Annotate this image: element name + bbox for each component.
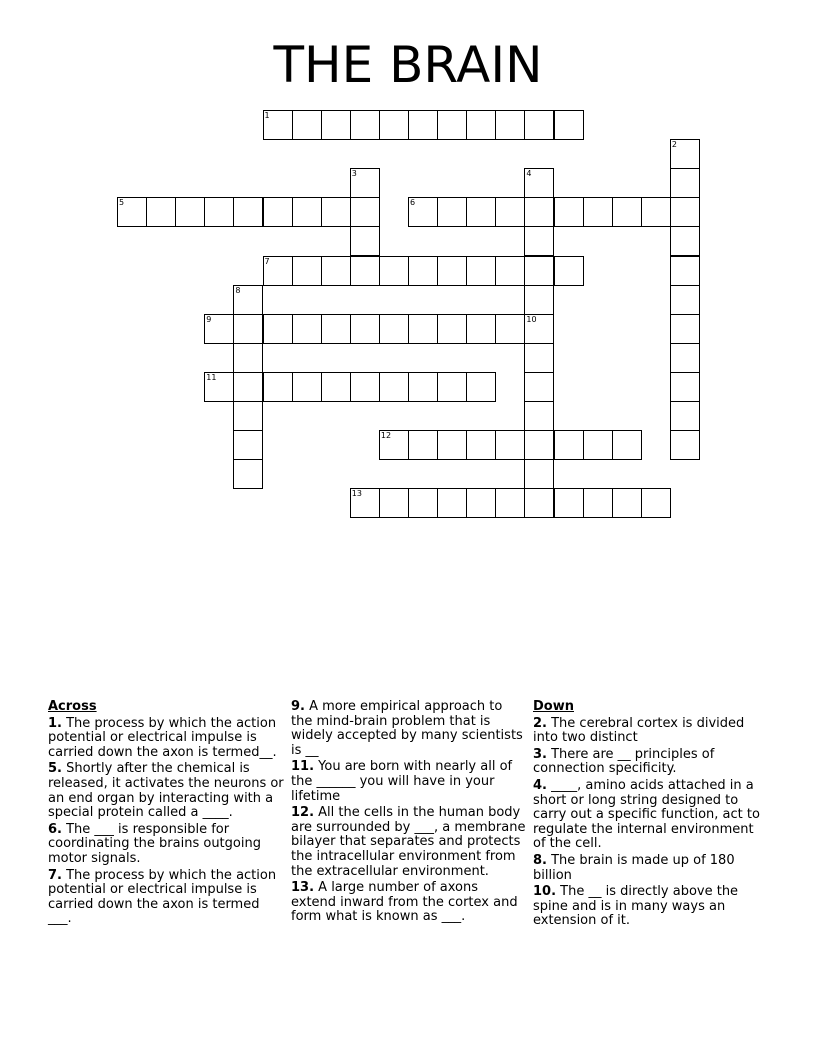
grid-cell[interactable] bbox=[292, 372, 322, 402]
grid-cell[interactable] bbox=[408, 110, 438, 140]
clue-text: The process by which the action potential or electrical impulse is carried down the axon is termed ___. bbox=[48, 867, 277, 927]
grid-cell[interactable] bbox=[408, 372, 438, 402]
grid-cell[interactable] bbox=[263, 110, 293, 140]
clue-text: The process by which the action potential or electrical impulse is carried down the axon is termed__. bbox=[48, 715, 277, 760]
grid-cell[interactable] bbox=[583, 488, 613, 518]
grid-cell[interactable] bbox=[612, 488, 642, 518]
grid-cell[interactable] bbox=[524, 314, 554, 344]
grid-cell[interactable] bbox=[670, 226, 700, 256]
cell-number: 11 bbox=[206, 372, 217, 382]
grid-cell[interactable] bbox=[524, 226, 554, 256]
grid-cell[interactable] bbox=[612, 197, 642, 227]
clue bbox=[533, 717, 769, 746]
grid-cell[interactable] bbox=[408, 430, 438, 460]
clue-number: 1. bbox=[48, 715, 62, 731]
grid-cell[interactable] bbox=[408, 488, 438, 518]
cell-number: 4 bbox=[526, 169, 532, 179]
across-clues-column-1 bbox=[48, 700, 284, 929]
grid-cell[interactable] bbox=[379, 488, 409, 518]
grid-cell[interactable] bbox=[495, 197, 525, 227]
grid-cell[interactable] bbox=[670, 343, 700, 373]
grid-cell[interactable] bbox=[292, 314, 322, 344]
grid-cell[interactable] bbox=[175, 197, 205, 227]
grid-cell[interactable] bbox=[670, 168, 700, 198]
grid-cell[interactable] bbox=[350, 314, 380, 344]
grid-cell[interactable] bbox=[408, 256, 438, 286]
clue bbox=[291, 700, 527, 758]
clue bbox=[533, 854, 769, 883]
grid-cell[interactable] bbox=[495, 110, 525, 140]
puzzle-title: THE BRAIN bbox=[273, 36, 543, 94]
grid-cell[interactable] bbox=[612, 430, 642, 460]
cell-number: 2 bbox=[671, 140, 677, 150]
grid-cell[interactable] bbox=[524, 343, 554, 373]
clue-text: A large number of axons extend inward from the cortex and form what is known as ___. bbox=[291, 880, 518, 925]
clue-text: Shortly after the chemical is released, it activates the neurons or an end organ by interacting with a special protein called a ____. bbox=[48, 761, 284, 821]
grid-cell[interactable] bbox=[350, 256, 380, 286]
clue-text: ____, amino acids attached in a short or long string designed to carry out a specific function, act to regulate the internal environment of the cell. bbox=[533, 777, 760, 852]
grid-cell[interactable] bbox=[524, 256, 554, 286]
grid-cell[interactable] bbox=[321, 256, 351, 286]
grid-cell[interactable] bbox=[466, 256, 496, 286]
clue-number: 13. bbox=[291, 880, 315, 896]
grid-cell[interactable] bbox=[437, 197, 467, 227]
grid-cell[interactable] bbox=[233, 372, 263, 402]
grid-cell[interactable] bbox=[466, 314, 496, 344]
clue-number: 9. bbox=[291, 699, 305, 714]
grid-cell[interactable] bbox=[670, 285, 700, 315]
grid-cell[interactable] bbox=[437, 256, 467, 286]
grid-cell[interactable] bbox=[495, 430, 525, 460]
grid-cell[interactable] bbox=[379, 110, 409, 140]
grid-cell[interactable] bbox=[350, 197, 380, 227]
clue bbox=[533, 779, 769, 852]
grid-cell[interactable] bbox=[233, 459, 263, 489]
grid-cell[interactable] bbox=[263, 314, 293, 344]
grid-cell[interactable] bbox=[495, 256, 525, 286]
grid-cell[interactable] bbox=[233, 197, 263, 227]
grid-cell[interactable] bbox=[466, 110, 496, 140]
grid-cell[interactable] bbox=[583, 430, 613, 460]
grid-cell[interactable] bbox=[524, 401, 554, 431]
grid-cell[interactable] bbox=[321, 197, 351, 227]
clue-text: The brain is made up of 180 billion bbox=[533, 852, 735, 883]
clue-number: 4. bbox=[533, 777, 547, 793]
grid-cell[interactable] bbox=[350, 372, 380, 402]
grid-cell[interactable] bbox=[524, 285, 554, 315]
clue bbox=[48, 869, 284, 927]
grid-cell[interactable] bbox=[524, 430, 554, 460]
grid-cell[interactable] bbox=[524, 488, 554, 518]
clue bbox=[48, 717, 284, 761]
clue bbox=[48, 823, 284, 867]
clue bbox=[48, 762, 284, 820]
down-clues-column bbox=[533, 700, 769, 931]
grid-cell[interactable] bbox=[408, 197, 438, 227]
clue-text: There are __ principles of connection specificity. bbox=[533, 746, 715, 777]
grid-cell[interactable] bbox=[146, 197, 176, 227]
grid-cell[interactable] bbox=[350, 168, 380, 198]
grid-cell[interactable] bbox=[670, 372, 700, 402]
grid-cell[interactable] bbox=[233, 285, 263, 315]
clue-number: 11. bbox=[291, 759, 315, 775]
grid-cell[interactable] bbox=[379, 430, 409, 460]
grid-cell[interactable] bbox=[524, 110, 554, 140]
grid-cell[interactable] bbox=[554, 430, 584, 460]
clue-number: 2. bbox=[533, 715, 547, 731]
grid-cell[interactable] bbox=[524, 372, 554, 402]
grid-cell[interactable] bbox=[379, 372, 409, 402]
grid-cell[interactable] bbox=[524, 197, 554, 227]
cell-number: 10 bbox=[526, 314, 537, 324]
grid-cell[interactable] bbox=[321, 110, 351, 140]
grid-cell[interactable] bbox=[233, 401, 263, 431]
grid-cell[interactable] bbox=[350, 488, 380, 518]
grid-cell[interactable] bbox=[670, 430, 700, 460]
grid-cell[interactable] bbox=[233, 343, 263, 373]
clue-text: A more empirical approach to the mind-brain problem that is widely accepted by many scientists is __ bbox=[291, 699, 523, 758]
grid-cell[interactable] bbox=[292, 197, 322, 227]
grid-cell[interactable] bbox=[204, 372, 234, 402]
grid-cell[interactable] bbox=[117, 197, 147, 227]
grid-cell[interactable] bbox=[350, 226, 380, 256]
clue-text: The ___ is responsible for coordinating the brains outgoing motor signals. bbox=[48, 821, 261, 866]
cell-number: 7 bbox=[264, 256, 270, 266]
cell-number: 13 bbox=[351, 489, 362, 499]
grid-cell[interactable] bbox=[466, 372, 496, 402]
grid-cell[interactable] bbox=[292, 256, 322, 286]
grid-cell[interactable] bbox=[233, 314, 263, 344]
cell-number: 5 bbox=[119, 198, 125, 208]
cell-number: 12 bbox=[380, 431, 392, 441]
clue bbox=[291, 806, 527, 879]
grid-cell[interactable] bbox=[495, 314, 525, 344]
grid-cell[interactable] bbox=[524, 459, 554, 489]
down-heading: Down bbox=[533, 699, 574, 714]
grid-cell[interactable] bbox=[670, 401, 700, 431]
grid-cell[interactable] bbox=[379, 256, 409, 286]
clue-number: 6. bbox=[48, 821, 62, 837]
cell-number: 6 bbox=[410, 198, 416, 208]
grid-cell[interactable] bbox=[670, 314, 700, 344]
clue bbox=[291, 760, 527, 804]
clue-number: 3. bbox=[533, 746, 547, 762]
clue-number: 8. bbox=[533, 852, 547, 868]
grid-cell[interactable] bbox=[437, 488, 467, 518]
clue-number: 10. bbox=[533, 884, 557, 900]
grid-cell[interactable] bbox=[554, 488, 584, 518]
grid-cell[interactable] bbox=[204, 197, 234, 227]
grid-cell[interactable] bbox=[670, 139, 700, 169]
grid-cell[interactable] bbox=[437, 110, 467, 140]
grid-cell[interactable] bbox=[670, 197, 700, 227]
cell-number: 9 bbox=[206, 314, 212, 324]
cell-number: 8 bbox=[235, 285, 241, 295]
grid-cell[interactable] bbox=[292, 110, 322, 140]
clue-text: All the cells in the human body are surrounded by ___, a membrane bilayer that separates and protects the intracellular environment from the extracellular environment. bbox=[291, 805, 526, 879]
clue-number: 12. bbox=[291, 805, 315, 821]
grid-cell[interactable] bbox=[321, 372, 351, 402]
grid-cell[interactable] bbox=[466, 197, 496, 227]
grid-cell[interactable] bbox=[641, 488, 671, 518]
clue bbox=[533, 748, 769, 777]
across-clues-column-2 bbox=[291, 700, 527, 927]
clue-text: You are born with nearly all of the ______ you will have in your lifetime bbox=[291, 759, 513, 804]
grid-cell[interactable] bbox=[641, 197, 671, 227]
grid-cell[interactable] bbox=[350, 110, 380, 140]
grid-cell[interactable] bbox=[495, 488, 525, 518]
grid-cell[interactable] bbox=[233, 430, 263, 460]
grid-cell[interactable] bbox=[263, 256, 293, 286]
grid-cell[interactable] bbox=[263, 197, 293, 227]
grid-cell[interactable] bbox=[204, 314, 234, 344]
grid-cell[interactable] bbox=[583, 197, 613, 227]
cell-number: 1 bbox=[264, 111, 270, 120]
across-heading: Across bbox=[48, 699, 97, 714]
grid-cell[interactable] bbox=[263, 372, 293, 402]
grid-cell[interactable] bbox=[379, 314, 409, 344]
grid-cell[interactable] bbox=[437, 314, 467, 344]
grid-cell[interactable] bbox=[554, 256, 584, 286]
clue-number: 5. bbox=[48, 761, 62, 777]
grid-cell[interactable] bbox=[321, 314, 351, 344]
clue-text: The __ is directly above the spine and is in many ways an extension of it. bbox=[533, 884, 739, 929]
grid-cell[interactable] bbox=[437, 372, 467, 402]
grid-cell[interactable] bbox=[466, 488, 496, 518]
grid-cell[interactable] bbox=[554, 197, 584, 227]
clue-text: The cerebral cortex is divided into two distinct bbox=[533, 715, 745, 746]
grid-cell[interactable] bbox=[524, 168, 554, 198]
grid-cell[interactable] bbox=[408, 314, 438, 344]
clue bbox=[291, 881, 527, 925]
grid-cell[interactable] bbox=[437, 430, 467, 460]
cell-number: 3 bbox=[351, 169, 357, 179]
grid-cell[interactable] bbox=[554, 110, 584, 140]
clue-number: 7. bbox=[48, 867, 62, 883]
clue bbox=[533, 885, 769, 929]
grid-cell[interactable] bbox=[466, 430, 496, 460]
grid-cell[interactable] bbox=[670, 256, 700, 286]
